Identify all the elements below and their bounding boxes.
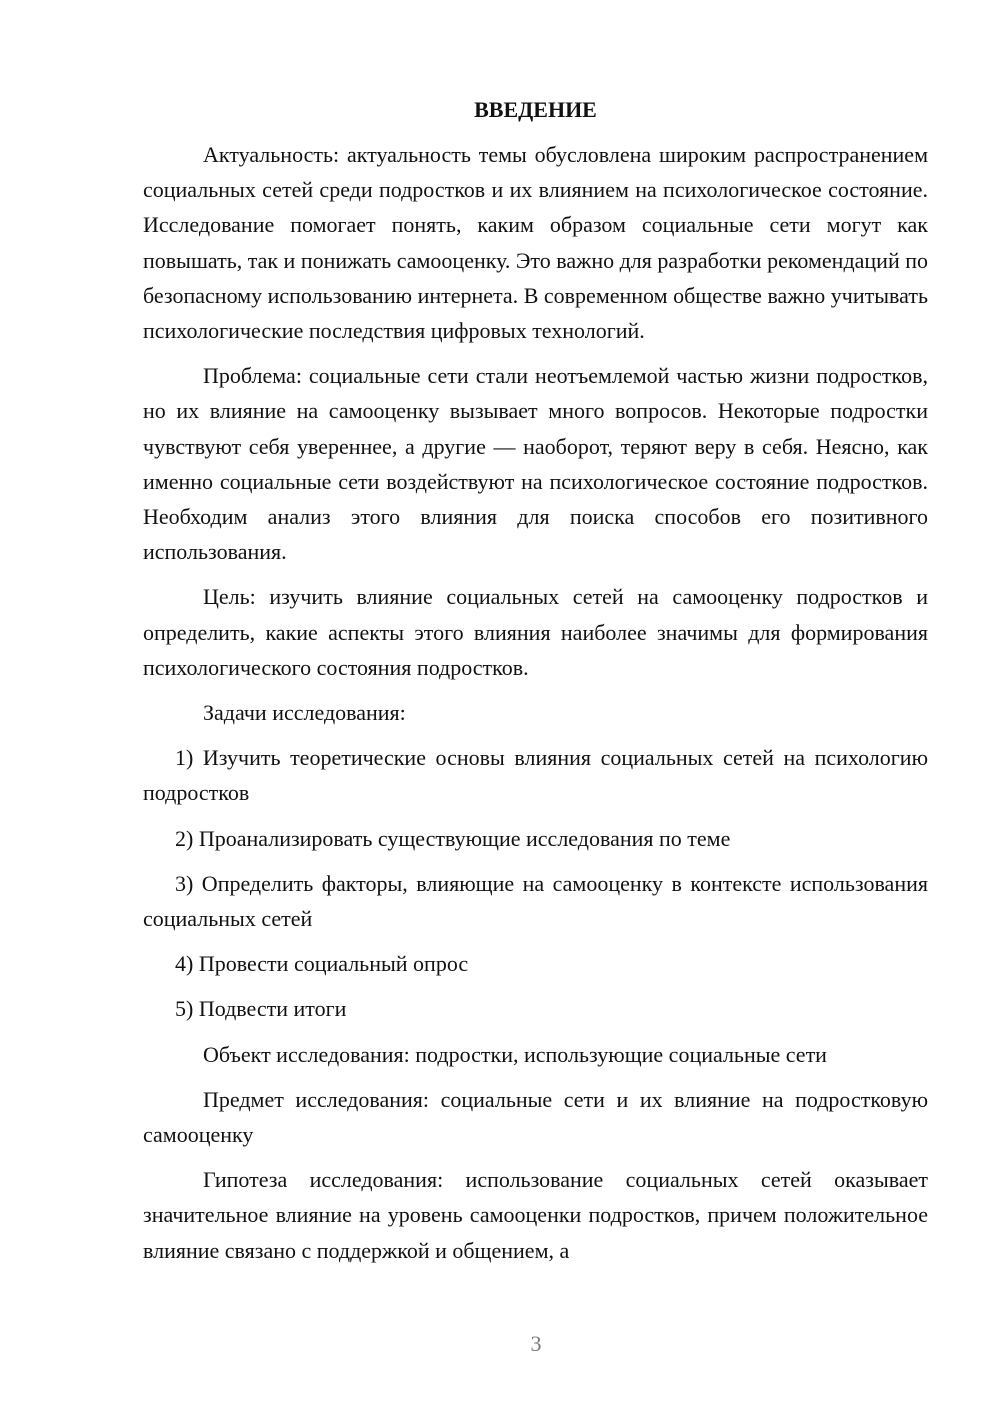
task-item-2: 2) Проанализировать существующие исследования по теме — [175, 825, 731, 851]
section-title: ВВЕДЕНИЕ — [474, 97, 597, 122]
goal-paragraph: Цель: изучить влияние социальных сетей на самооценку подростков и определить, какие аспекты этого влияния наиболее значимы для формирования психологического состояния подростков. — [143, 584, 928, 680]
page-content — [143, 92, 928, 1278]
tasks-heading: Задачи исследования: — [203, 700, 406, 726]
object-paragraph: Объект исследования: подростки, использующие социальные сети — [203, 1041, 827, 1067]
task-item-1: 1) Изучить теоретические основы влияния социальных сетей на психологию подростков — [143, 745, 928, 806]
task-item-4: 4) Провести социальный опрос — [175, 951, 469, 977]
page-number: 3 — [530, 1331, 542, 1356]
relevance-paragraph: Актуальность: актуальность темы обусловлена широким распространением социальных сетей среди подростков и их влиянием на психологическое состояние. Исследование помогает понять, каким образом социальные сети могут как повышать, так и понижать самооценку. Это важно для разработки рекомендаций по безопасному использованию интернета. В современном обществе важно учитывать психологические последствия цифровых технологий. — [143, 142, 929, 344]
hypothesis-paragraph: Гипотеза исследования: использование социальных сетей оказывает значительное влияние на уровень самооценки подростков, причем положительное влияние связано с поддержкой и общением, а — [143, 1167, 928, 1263]
task-item-5: 5) Подвести итоги — [175, 996, 347, 1022]
task-item-3: 3) Определить факторы, влияющие на самооценку в контексте использования социальных сетей — [143, 870, 928, 932]
problem-paragraph: Проблема: социальные сети стали неотъемлемой частью жизни подростков, но их влияние на самооценку вызывает много вопросов. Некоторые подростки чувствуют себя увереннее, а другие — наоборот, теряют веру в себя. Неясно, как именно социальные сети воздействуют на психологическое состояние подростков. Необходим анализ этого влияния для поиска способов его позитивного использования. — [143, 363, 928, 565]
subject-paragraph: Предмет исследования: социальные сети и их влияние на подростковую самооценку — [143, 1086, 928, 1148]
